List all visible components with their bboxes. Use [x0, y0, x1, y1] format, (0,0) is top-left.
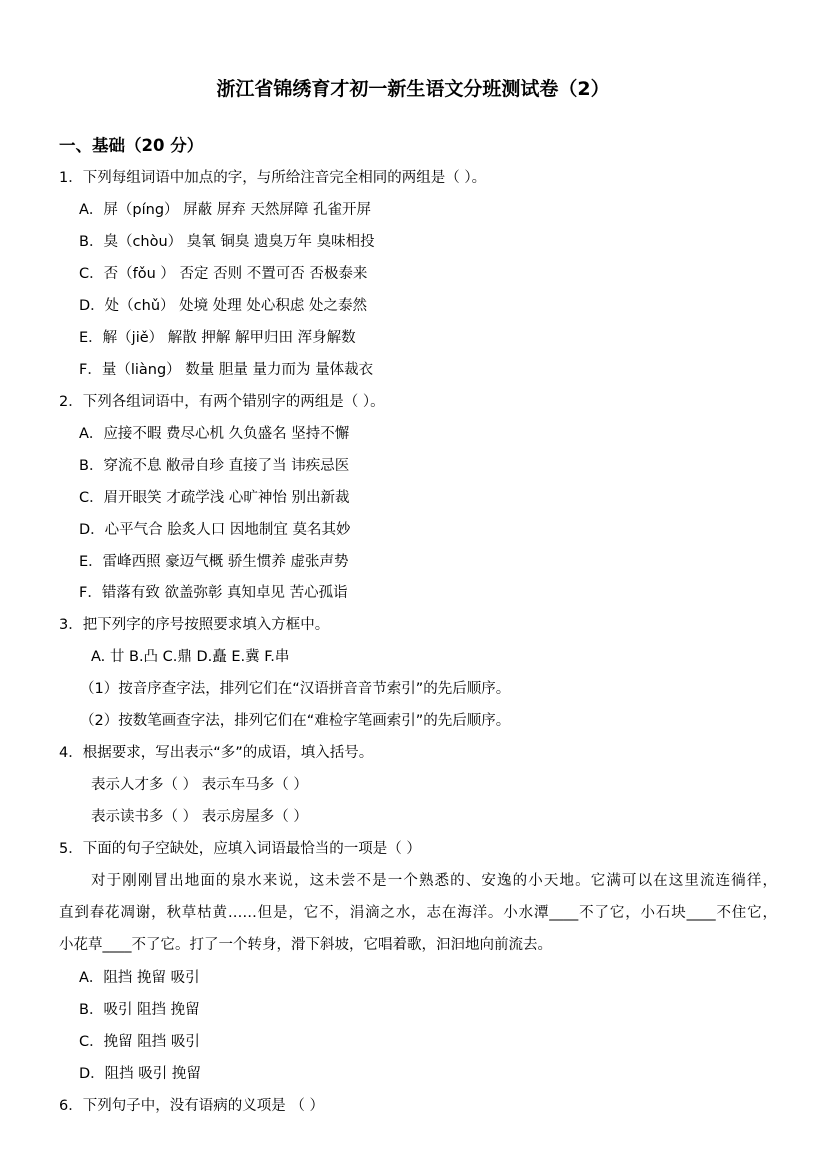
line-q1c: C．否（fǒu ） 否定 否则 不置可否 否极泰来: [79, 266, 368, 282]
line-q5p3: 小花草____不了它。打了一个转身，滑下斜坡，它唱着歌，汩汩地向前流去。: [59, 937, 552, 953]
line-q3: 3．把下列字的序号按照要求填入方框中。: [59, 617, 330, 633]
line-q1d: D．处（chǔ） 处境 处理 处心积虑 处之泰然: [79, 298, 367, 314]
line-q5c: C．挽留 阻挡 吸引: [79, 1034, 200, 1050]
line-q3s1: （1）按音序查字法，排列它们在“汉语拼音音节索引”的先后顺序。: [80, 681, 511, 697]
line-q2a: A．应接不暇 费尽心机 久负盛名 坚持不懈: [79, 426, 350, 442]
line-q5p1: 对于刚刚冒出地面的泉水来说，这未尝不是一个熟悉的、安逸的小天地。它满可以在这里流连徜徉，: [91, 873, 777, 889]
line-q4a: 表示人才多（ ） 表示车马多（ ）: [91, 777, 308, 793]
section-heading: 一、基础（20 分）: [59, 136, 204, 155]
line-q2f: F．错落有致 欲盖弥彰 真知卓见 苦心孤诣: [79, 585, 348, 601]
line-q4: 4．根据要求，写出表示“多”的成语，填入括号。: [59, 745, 374, 761]
line-q2e: E．雷峰西照 豪迈气概 骄生惯养 虚张声势: [79, 554, 349, 570]
line-q2c: C．眉开眼笑 才疏学浅 心旷神怡 别出新裁: [79, 490, 350, 506]
line-q4b: 表示读书多（ ） 表示房屋多（ ）: [91, 809, 308, 825]
line-q2d: D．心平气合 脍炙人口 因地制宜 莫名其妙: [79, 522, 351, 538]
line-q3opts: A. 廿 B.凸 C.鼎 D.矗 E.冀 F.串: [91, 649, 290, 665]
line-q3s2: （2）按数笔画查字法，排列它们在“难检字笔画索引”的先后顺序。: [80, 713, 511, 729]
line-q1e: E．解（jiě） 解散 押解 解甲归田 浑身解数: [79, 330, 356, 346]
line-q2b: B．穿流不息 敝帚自珍 直接了当 讳疾忌医: [79, 458, 350, 474]
line-q5b: B．吸引 阻挡 挽留: [79, 1002, 200, 1018]
page-title: 浙江省锦绣育才初一新生语文分班测试卷（2）: [216, 78, 610, 100]
line-q2: 2．下列各组词语中，有两个错别字的两组是（ ）。: [59, 394, 385, 410]
line-q5p2: 直到春花凋谢，秋草枯黄……但是，它不，涓滴之水，志在海洋。小水潭____不了它，小石块____不住它，: [59, 905, 777, 921]
line-q1a: A．屏（píng） 屏蔽 屏弃 天然屏障 孔雀开屏: [79, 202, 371, 218]
line-q5a: A．阻挡 挽留 吸引: [79, 970, 200, 986]
line-q5d: D．阻挡 吸引 挽留: [79, 1066, 201, 1082]
line-q1: 1．下列每组词语中加点的字，与所给注音完全相同的两组是（ ）。: [59, 170, 487, 186]
line-q1f: F．量（liàng） 数量 胆量 量力而为 量体裁衣: [79, 362, 374, 378]
line-q5: 5．下面的句子空缺处，应填入词语最恰当的一项是（ ）: [59, 841, 421, 857]
line-q6: 6．下列句子中，没有语病的义项是 （ ）: [59, 1098, 324, 1114]
line-q1b: B．臭（chòu） 臭氧 铜臭 遗臭万年 臭味相投: [79, 234, 375, 250]
